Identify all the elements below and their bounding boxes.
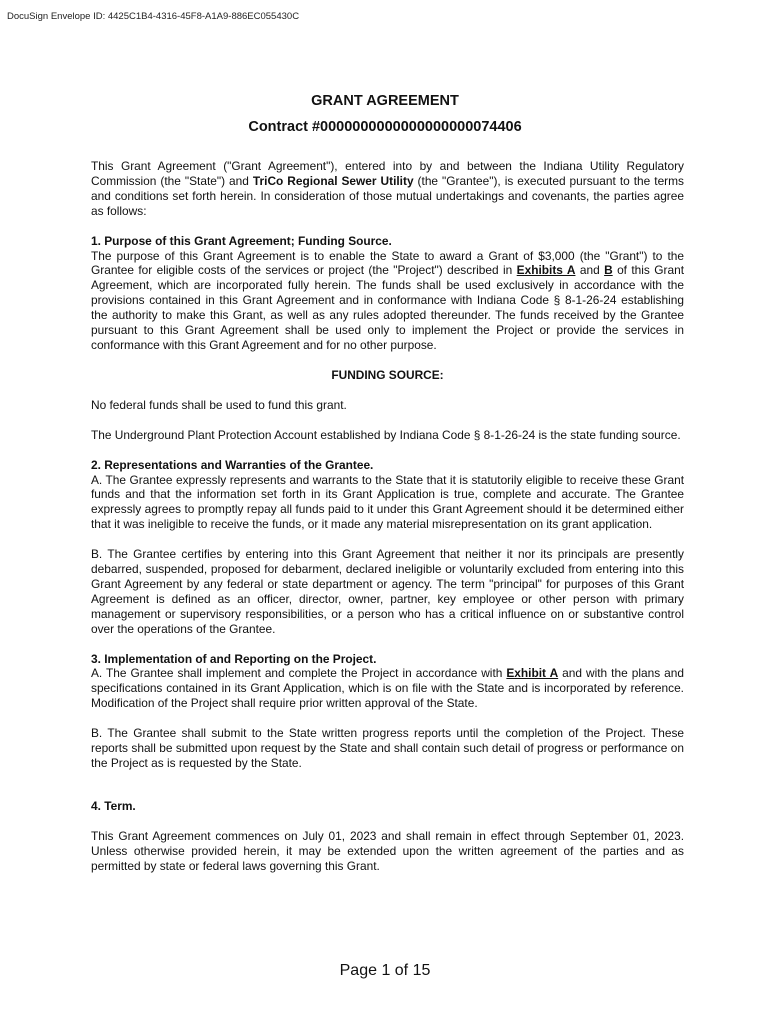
section-2-paragraph-a: A. The Grantee expressly represents and warrants to the State that it is statutorily eligible to receive these Grant funds and that the information set forth in its Grant Application is true, complete and accurate. The Grantee expressly agrees to promptly repay all funds paid to it under this Grant Agreement should it be determined either that it was ineligible to receive the funds, or it made any material misrepresentation on its grant application. (91, 472, 684, 532)
envelope-id: DocuSign Envelope ID: 4425C1B4-4316-45F8-A1A9-886EC055430C (7, 11, 300, 22)
intro-text-b: (the "Grantee"), is executed pursuant to the terms and conditions set forth herein. In consideration of those mutual undertakings and covenants, the parties agree as follows: (91, 173, 684, 218)
section-1-heading: 1. Purpose of this Grant Agreement; Funding Source. (91, 233, 392, 248)
section-3-paragraph-b: B. The Grantee shall submit to the State written progress reports until the completion of the Project. These reports shall be submitted upon request by the State and shall contain such detail of progress or performance on the Project as is requested by the State. (91, 726, 684, 770)
section-3-heading: 3. Implementation of and Reporting on the Project. (91, 651, 377, 666)
exhibit-a-ref-2: Exhibit A (506, 666, 559, 681)
section-2-heading: 2. Representations and Warranties of the Grantee. (91, 457, 374, 472)
s3-text-a: A. The Grantee shall implement and complete the Project in accordance with (91, 666, 507, 681)
funding-paragraph-1: No federal funds shall be used to fund this grant. (91, 397, 347, 412)
funding-paragraph-2: The Underground Plant Protection Account established by Indiana Code § 8-1-26-24 is the state funding source. (91, 427, 681, 442)
section-2-paragraph-b: B. The Grantee certifies by entering into this Grant Agreement that neither it nor its principals are presently debarred, suspended, proposed for debarment, declared ineligible or voluntarily excluded from entering into this Grant Agreement by any federal or state department or agency. The term "principal" for purposes of this Grant Agreement is defined as an officer, director, owner, partner, key employee or other person with primary management or supervisory responsibilities, or a person who has a critical influence on or substantive control over the operations of the Grantee. (91, 547, 684, 636)
document-title: GRANT AGREEMENT (311, 93, 459, 109)
intro-paragraph (91, 159, 684, 219)
exhibit-a-ref: Exhibits A (516, 263, 576, 278)
contract-number: Contract #0000000000000000000074406 (248, 119, 522, 135)
s1-text-a: The purpose of this Grant Agreement is to enable the State to award a Grant of $3,000 (the "Grant") to the Grantee for eligible costs of the services or project (the "Project") described in (91, 248, 684, 278)
document-body (91, 159, 684, 874)
section-4-paragraph: This Grant Agreement commences on July 01, 2023 and shall remain in effect through September 01, 2023. Unless otherwise provided herein, it may be extended upon the written agreement of the parties and as permitted by state or federal laws governing this Grant. (91, 828, 684, 873)
exhibit-b-ref: B (604, 263, 613, 278)
section-1-paragraph (91, 249, 684, 353)
s1-text-b: of this Grant Agreement, which are incorporated fully herein. The funds shall be used exclusively in accordance with the provisions contained in this Grant Agreement and in conformance with Indiana Code § 8-1-26-24 establishing the authority to make this Grant, as well as any rules adopted thereunder. The funds received by the Grantee pursuant to this Grant Agreement shall be used only to implement the Project or provide the services in conformance with this Grant Agreement and for no other purpose. (91, 263, 685, 352)
intro-text-a: This Grant Agreement ("Grant Agreement"), entered into by and between the Indiana Utility Regulatory Commission (the "State") and (91, 159, 684, 188)
funding-source-heading: FUNDING SOURCE: (331, 367, 444, 382)
section-3-paragraph-a (91, 666, 684, 711)
section-4-heading: 4. Term. (91, 798, 136, 813)
s1-and: and (575, 263, 605, 278)
page-number: Page 1 of 15 (339, 962, 431, 979)
s3-text-b: and with the plans and specifications contained in its Grant Application, which is on file with the State and is incorporated by reference. Modification of the Project shall require prior written approval of the State. (91, 666, 684, 711)
grantee-name: TriCo Regional Sewer Utility (252, 173, 414, 188)
